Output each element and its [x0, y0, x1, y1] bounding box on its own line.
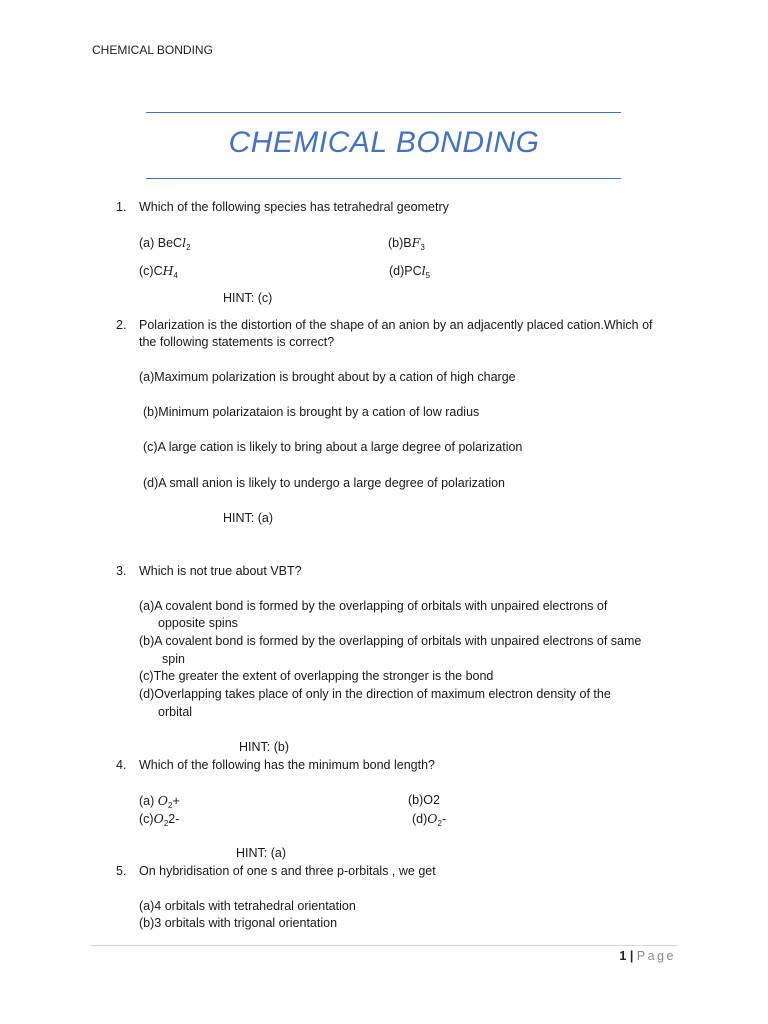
q3-text: Which is not true about VBT?: [139, 564, 302, 578]
q3-number: 3.: [116, 564, 127, 578]
q2-option-a: (a)Maximum polarization is brought about by a cation of high charge: [139, 370, 516, 384]
q1-text: Which of the following species has tetrahedral geometry: [139, 200, 449, 214]
q3-option-a-line1: (a)A covalent bond is formed by the overlapping of orbitals with unpaired electrons of: [139, 599, 608, 613]
q4-option-a: (a) $O_2+$: [139, 793, 180, 810]
q3-option-c: (c)The greater the extent of overlapping the stronger is the bond: [139, 669, 494, 683]
q3-option-a-line2: opposite spins: [158, 616, 238, 630]
q3-option-d-line1: (d)Overlapping takes place of only in the direction of maximum electron density of the: [139, 687, 611, 701]
q5-option-a: (a)4 orbitals with tetrahedral orientation: [139, 899, 356, 913]
q3-option-b-line2: spin: [162, 652, 185, 666]
q2-number: 2.: [116, 318, 127, 332]
q5-number: 5.: [116, 864, 127, 878]
q1-option-b: $(b)BF_3$: [388, 235, 425, 252]
q2-hint: HINT: (a): [223, 511, 273, 525]
q2-option-d: (d)A small anion is likely to undergo a large degree of polarization: [143, 476, 506, 490]
page-number: 1 | Page: [619, 949, 676, 963]
q4-option-d: $(d)O_2-$: [412, 811, 447, 828]
q2-text-line2: the following statements is correct?: [139, 335, 335, 349]
q2-option-c: (c)A large cation is likely to bring about a large degree of polarization: [143, 440, 523, 454]
q1-option-a: (a) BeCl$_2$: [139, 235, 191, 252]
document-title: CHEMICAL BONDING: [228, 126, 540, 159]
q3-hint: HINT: (b): [239, 740, 289, 754]
q1-option-d: (d)PCl$_5$: [389, 263, 431, 280]
page-header: CHEMICAL BONDING: [92, 43, 213, 57]
q4-option-c: $(c)O_22-$: [139, 811, 180, 828]
footer-rule: [90, 945, 678, 946]
q2-option-b: (b)Minimum polarizataion is brought by a cation of low radius: [143, 405, 480, 419]
q4-text: Which of the following has the minimum bond length?: [139, 758, 435, 772]
q1-hint: HINT: (c): [223, 291, 273, 305]
q3-option-d-line2: orbital: [158, 705, 193, 719]
q4-option-b: (b)O2: [408, 793, 440, 807]
title-bottom-rule: [146, 178, 621, 179]
q2-text-line1: Polarization is the distortion of the shape of an anion by an adjacently placed cation.Which of: [139, 318, 653, 332]
q4-number: 4.: [116, 758, 127, 772]
q1-number: 1.: [116, 200, 127, 214]
q3-option-b-line1: (b)A covalent bond is formed by the overlapping of orbitals with unpaired electrons of same: [139, 634, 642, 648]
q5-text: On hybridisation of one s and three p-orbitals , we get: [139, 864, 436, 878]
title-top-rule: [146, 112, 621, 113]
q4-hint: HINT: (a): [236, 846, 286, 860]
q5-option-b: (b)3 orbitals with trigonal orientation: [139, 916, 338, 930]
q1-option-c: $(c)CH_4$: [139, 263, 178, 280]
